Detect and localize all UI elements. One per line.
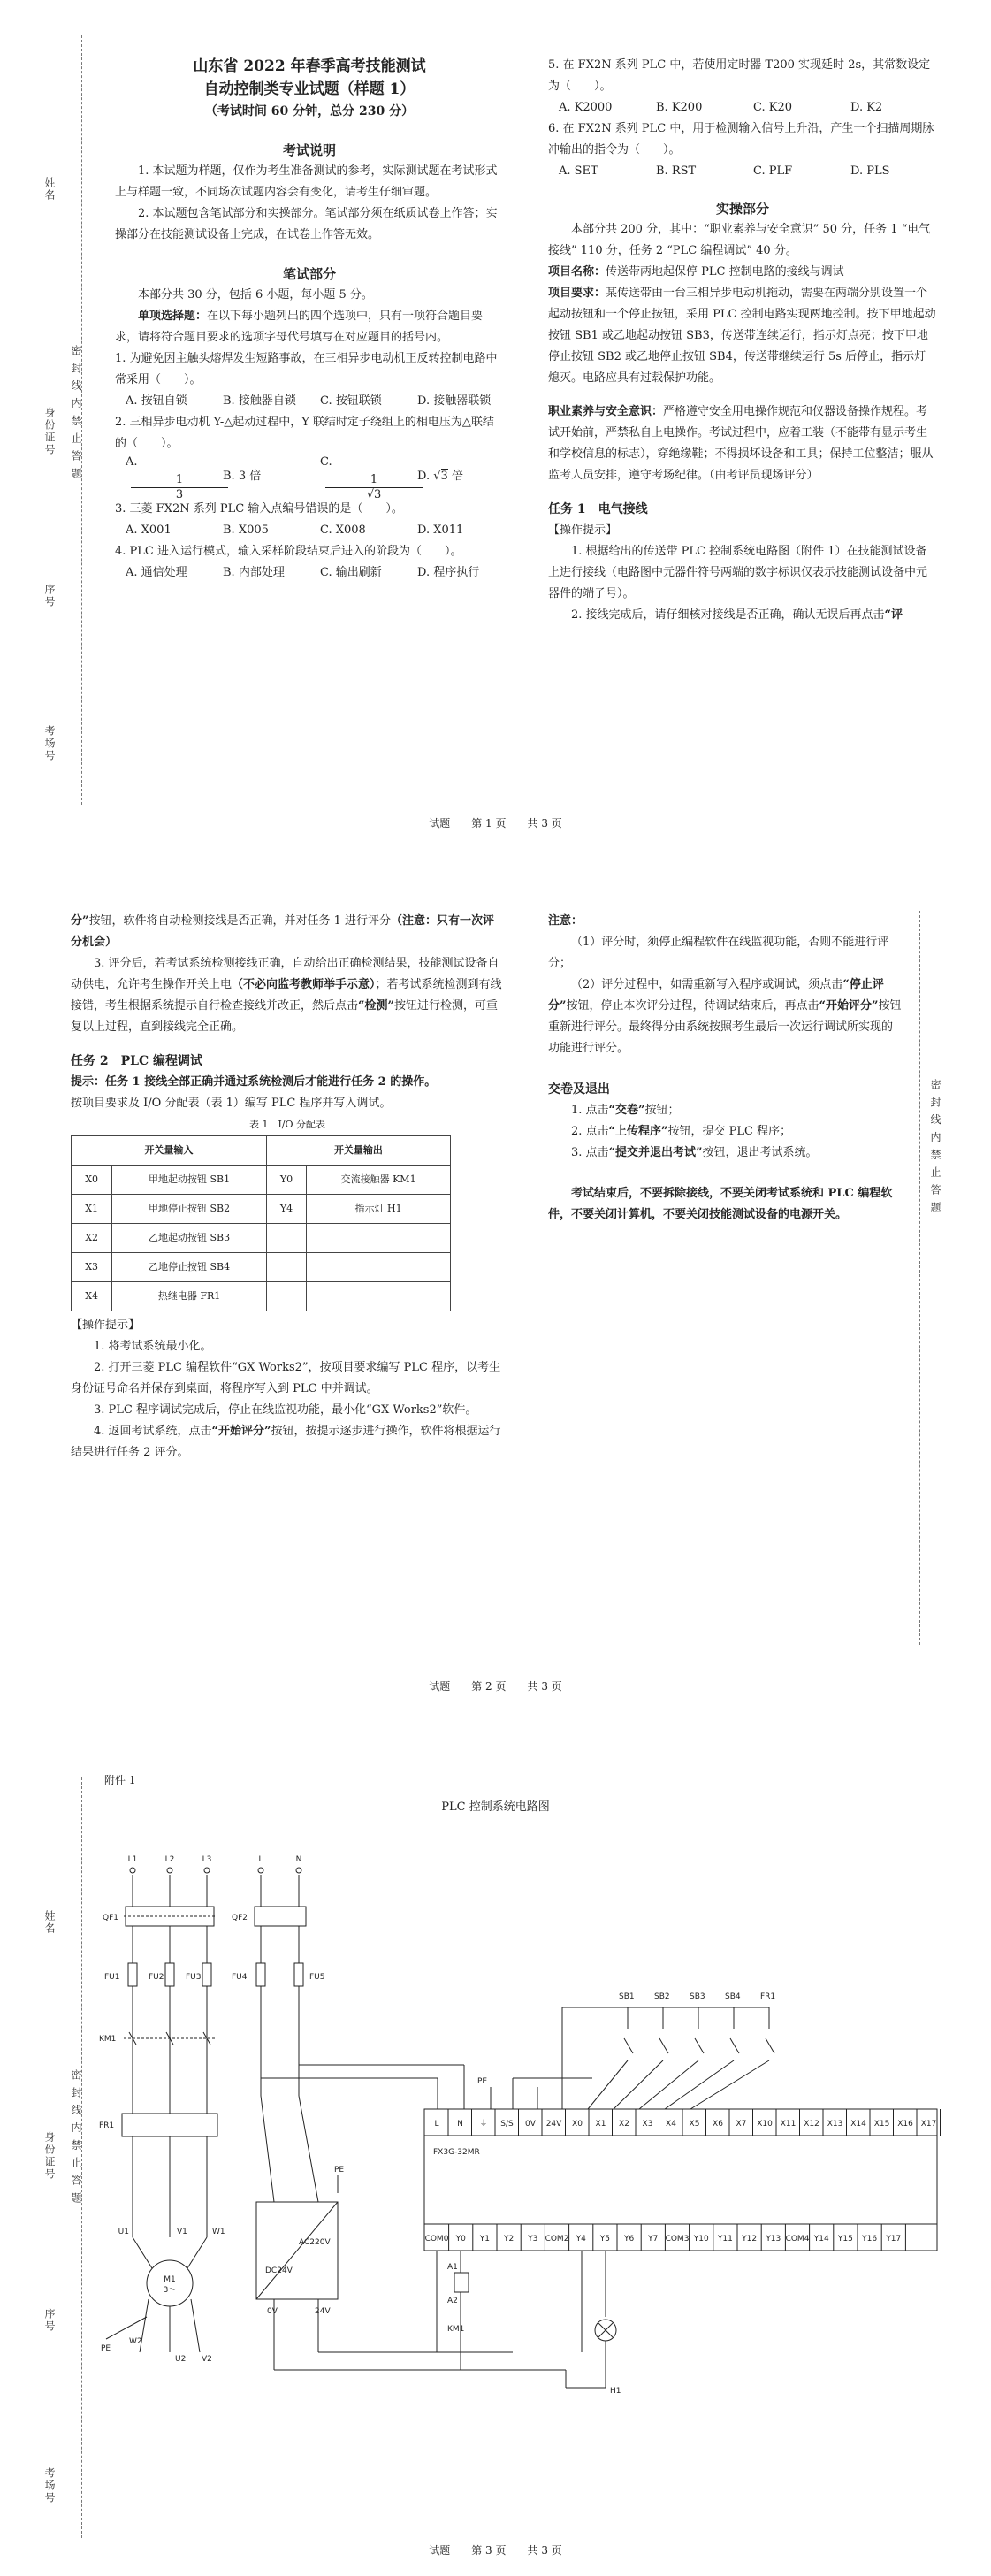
plc-output-terminal: Y16 xyxy=(862,2235,878,2243)
plc-output-terminal: COM3 xyxy=(665,2235,690,2243)
op-tips-label: 【操作提示】 xyxy=(548,524,618,537)
diagram-label-fu2: FU2 xyxy=(149,1973,164,1982)
io-cell: X0 xyxy=(72,1166,112,1195)
plc-output-terminal: Y6 xyxy=(623,2235,635,2243)
task2-intro: 按项目要求及 I/O 分配表（表 1）编写 PLC 程序并写入调试。 xyxy=(71,1097,392,1110)
task2-step-3: 3. PLC 程序调试完成后，停止在线监视功能，最小化“GX Works2”软件。 xyxy=(94,1403,477,1417)
plc-output-terminal: COM4 xyxy=(785,2235,810,2243)
io-table-caption: 表 1 I/O 分配表 xyxy=(248,1119,326,1130)
task1-step-1: 1. 根据给出的传送带 PLC 控制系统电路图（附件 1）在技能测试设备上进行接线（电路图中元器件符号两端的数字标识仅表示技能测试设备中元器件的端子号）。 xyxy=(548,545,928,600)
plc-output-terminal: Y17 xyxy=(886,2235,902,2243)
diagram-label-a1: A1 xyxy=(447,2263,458,2272)
question-6: 6. 在 FX2N 系列 PLC 中，用于检测输入信号上升沿，产生一个扫描周期脉冲输出的指令为（ ）。 xyxy=(548,122,934,157)
diagram-label-m1: M1 xyxy=(164,2275,176,2284)
plc-output-terminal: COM0 xyxy=(424,2235,449,2243)
margin-label-seq: 序号 xyxy=(43,584,56,608)
diagram-label-sb2: SB2 xyxy=(654,1992,670,2001)
plc-input-terminal: X10 xyxy=(757,2120,773,2129)
literacy-safety: 职业素养与安全意识：严格遵守安全用电操作规范和仪器设备操作规程。考试开始前，严禁私自上电操作。考试过程中，应着工装（不能带有显示考生和学校信息的标志），穿绝缘鞋；不得损坏设备和工具；保持工位整洁；服从监考人员安排，遵守考场纪律。（由考评员现场评分） xyxy=(548,405,934,482)
diagram-label-v0: 0V xyxy=(267,2307,278,2316)
page1-left-column xyxy=(115,55,504,584)
question-1-options: A. 按钮自锁 B. 接触器自锁 C. 按钮联锁 D. 接触器联锁 xyxy=(126,394,492,408)
diagram-label-km1: KM1 xyxy=(447,2325,465,2334)
attachment-label: 附件 1 xyxy=(104,1774,136,1786)
diagram-label-w1: W1 xyxy=(212,2228,225,2236)
io-cell: Y4 xyxy=(266,1195,306,1224)
diagram-label-m1b: 3～ xyxy=(163,2286,177,2295)
notice-1: （1）评分时，须停止编程软件在线监视功能，否则不能进行评分； xyxy=(548,936,889,970)
exam-title: 山东省 2022 年春季高考技能测试 xyxy=(193,57,426,75)
diagram-label-fr1: FR1 xyxy=(99,2121,115,2130)
margin-label-name: 姓名 xyxy=(43,1910,56,1935)
page-3 xyxy=(0,1760,991,2576)
plc-input-terminal: X6 xyxy=(713,2120,723,2129)
plc-input-terminal: X1 xyxy=(595,2120,606,2129)
plc-input-terminal: X5 xyxy=(689,2120,700,2129)
notice-2: （2）评分过程中，如需重新写入程序或调试，须点击“停止评分”按钮，停止本次评分过程，待调试结束后，再点击“开始评分”按钮重新进行评分。最终得分由系统按照考生最后一次运行调试所实现的功能进行评分。 xyxy=(548,978,902,1055)
plc-output-terminal: Y10 xyxy=(693,2235,709,2243)
io-cell xyxy=(266,1253,306,1282)
page3-footer: 试题 第 3 页 共 3 页 xyxy=(429,2544,562,2557)
seal-text: 密 封 线 内 禁 止 答 题 xyxy=(70,345,82,480)
table-row xyxy=(72,1166,451,1195)
page2-left-column xyxy=(71,911,504,1464)
plc-input-terminal: X15 xyxy=(873,2120,890,2129)
page2-right-column xyxy=(548,911,902,1226)
question-4: 4. PLC 进入运行模式，输入采样阶段结束后进入的阶段为（ ）。 xyxy=(115,545,462,558)
plc-input-terminal: X16 xyxy=(897,2120,913,2129)
page1-footer: 试题 第 1 页 共 3 页 xyxy=(429,817,562,829)
io-cell: 乙地停止按钮 SB4 xyxy=(112,1253,267,1282)
diagram-label-l1: L1 xyxy=(127,1855,138,1864)
io-cell xyxy=(307,1253,451,1282)
diagram-label-l: L xyxy=(258,1855,263,1864)
question-3-options: A. X001 B. X005 C. X008 D. X011 xyxy=(126,524,464,537)
task2-heading: 任务 2 PLC 编程调试 xyxy=(71,1054,203,1068)
single-choice-instructions: 单项选择题：在以下每小题列出的四个选项中，只有一项符合题目要求，请将符合题目要求的选项字母代号填写在对应题目的括号内。 xyxy=(115,310,484,344)
margin-label-room: 考场号 xyxy=(43,2467,56,2504)
plc-output-terminal: Y11 xyxy=(717,2235,733,2243)
task1-step-2: 2. 接线完成后，请仔细核对接线是否正确，确认无误后再点击“评 xyxy=(571,608,903,622)
plc-input-terminal: N xyxy=(457,2120,463,2129)
io-table xyxy=(71,1135,451,1311)
project-name: 项目名称：传送带两地起保停 PLC 控制电路的接线与调试 xyxy=(548,265,844,279)
plc-input-terminal: 24V xyxy=(545,2120,562,2129)
table-row xyxy=(72,1224,451,1253)
plc-input-terminal: X7 xyxy=(736,2120,747,2129)
exam-notes-heading: 考试说明 xyxy=(282,142,336,158)
page-1 xyxy=(0,0,991,849)
io-cell: Y0 xyxy=(266,1166,306,1195)
io-cell: 指示灯 H1 xyxy=(307,1195,451,1224)
task1-heading: 任务 1 电气接线 xyxy=(548,502,648,516)
task1-step-3: 3. 评分后，若考试系统检测接线正确，自动给出正确检测结果，技能测试设备自动供电，允许考生操作开关上电（不必向监考教师举手示意）；若考试系统检测到有线接错，考生根据系统提示自行检查接线并改正，然后点击“检测”按钮进行检测，可重复以上过程，直到接线完全正确。 xyxy=(71,957,502,1034)
io-cell: 甲地停止按钮 SB2 xyxy=(112,1195,267,1224)
io-cell xyxy=(307,1224,451,1253)
diagram-label-a2: A2 xyxy=(447,2297,458,2305)
project-requirements: 项目要求：某传送带由一台三相异步电动机拖动，需要在两端分别设置一个起动按钮和一个停止按钮，采用 PLC 控制电路实现两地控制。按下甲地起动按钮 SB1 或乙地起动按钮 SB3，传送带连续运行，指示灯点亮；按下甲地停止按钮 SB2 或乙地停止按钮 SB4，传送带继续运行 5s 后停止，指示灯熄灭。电路应具有过载保护功能。 xyxy=(548,287,936,385)
plc-output-terminal: Y14 xyxy=(813,2235,829,2243)
plc-output-terminal: Y12 xyxy=(742,2235,758,2243)
page-2 xyxy=(0,884,991,1733)
plc-circuit-diagram xyxy=(97,1822,946,2511)
question-2-options: A. $\frac{1}{3}$ B. 3 倍 C. $\frac{1}{√3}$ D. √3 倍 xyxy=(126,455,463,501)
plc-output-terminal: Y3 xyxy=(528,2235,538,2243)
io-cell: 热继电器 FR1 xyxy=(112,1282,267,1311)
plc-output-terminal: Y13 xyxy=(766,2235,781,2243)
diagram-label-v2: V2 xyxy=(202,2355,212,2364)
plc-input-terminal: X2 xyxy=(619,2120,629,2129)
seal-line xyxy=(81,35,82,805)
io-head-output: 开关量输出 xyxy=(266,1136,450,1166)
diagram-label-fr1: FR1 xyxy=(760,1992,776,2001)
diagram-label-fu4: FU4 xyxy=(232,1973,248,1982)
plc-input-terminal: X14 xyxy=(850,2120,866,2129)
io-cell: 甲地起动按钮 SB1 xyxy=(112,1166,267,1195)
diagram-label-sb1: SB1 xyxy=(619,1992,635,2001)
practical-intro: 本部分共 200 分，其中：“职业素养与安全意识” 50 分，任务 1 “电气接线” 110 分，任务 2 “PLC 编程调试” 40 分。 xyxy=(548,223,931,257)
seal-line-right xyxy=(919,911,920,1645)
io-head-input: 开关量输入 xyxy=(72,1136,267,1166)
plc-input-terminal: 0V xyxy=(525,2120,536,2129)
diagram-label-plc_model: FX3G-32MR xyxy=(433,2148,480,2157)
seal-line xyxy=(81,1777,82,2538)
diagram-label-km1: KM1 xyxy=(99,2035,117,2044)
diagram-label-pe: PE xyxy=(101,2344,111,2353)
margin-label-seq: 序号 xyxy=(43,2308,56,2333)
submit-step-1: 1. 点击“交卷”按钮； xyxy=(571,1104,680,1117)
plc-input-terminal: X3 xyxy=(642,2120,653,2129)
task2-step-4: 4. 返回考试系统，点击“开始评分”按钮，按提示逐步进行操作，软件将根据运行结果进行任务 2 评分。 xyxy=(71,1425,501,1459)
io-cell: X3 xyxy=(72,1253,112,1282)
seal-text-right: 密 封 线 内 禁 止 答 题 xyxy=(929,1079,941,1214)
question-5-options: A. K2000 B. K200 C. K20 D. K2 xyxy=(559,101,883,114)
page1-right-column xyxy=(548,55,937,626)
diagram-label-l2: L2 xyxy=(164,1855,175,1864)
diagram-label-sb4: SB4 xyxy=(725,1992,741,2001)
plc-input-terminal: L xyxy=(434,2120,439,2129)
diagram-label-fu1: FU1 xyxy=(104,1973,120,1982)
diagram-label-qf1: QF1 xyxy=(103,1914,118,1922)
notice-heading: 注意： xyxy=(548,914,583,928)
task2-step-2: 2. 打开三菱 PLC 编程软件“GX Works2”，按项目要求编写 PLC 程序，以考生身份证号命名并保存到桌面，将程序写入到 PLC 中并调试。 xyxy=(71,1361,501,1395)
submit-heading: 交卷及退出 xyxy=(548,1082,610,1097)
plc-input-terminal: S/S xyxy=(500,2120,514,2129)
io-cell xyxy=(266,1224,306,1253)
diagram-label-fu5: FU5 xyxy=(309,1973,325,1982)
task1-step-2-cont: 分”按钮，软件将自动检测接线是否正确，并对任务 1 进行评分（注意：只有一次评分机会） xyxy=(71,914,495,949)
task2-step-1: 1. 将考试系统最小化。 xyxy=(94,1340,212,1353)
margin-label-name: 姓名 xyxy=(43,177,56,202)
op-tips-label: 【操作提示】 xyxy=(71,1319,141,1332)
question-4-options: A. 通信处理 B. 内部处理 C. 输出刷新 D. 程序执行 xyxy=(126,566,480,579)
plc-output-terminal: Y5 xyxy=(599,2235,611,2243)
diagram-label-pe: PE xyxy=(334,2166,345,2175)
diagram-label-w2: W2 xyxy=(129,2337,142,2346)
table-row xyxy=(72,1195,451,1224)
io-cell: X2 xyxy=(72,1224,112,1253)
io-cell: X1 xyxy=(72,1195,112,1224)
practical-heading: 实操部分 xyxy=(715,201,769,217)
plc-output-terminal: COM2 xyxy=(545,2235,569,2243)
diagram-label-u2: U2 xyxy=(175,2355,187,2364)
exam-note-2: 2. 本试题包含笔试部分和实操部分。笔试部分须在纸质试卷上作答；实操部分在技能测试设备上完成，在试卷上作答无效。 xyxy=(115,207,498,241)
plc-input-terminal: X11 xyxy=(780,2120,797,2129)
table-row xyxy=(72,1282,451,1311)
margin-label-id: 身份证号 xyxy=(43,2131,56,2181)
plc-input-terminal: X17 xyxy=(920,2120,937,2129)
plc-output-terminal: Y4 xyxy=(576,2235,586,2243)
written-intro: 本部分共 30 分，包括 6 小题，每小题 5 分。 xyxy=(138,288,373,302)
question-2: 2. 三相异步电动机 Y-△起动过程中，Y 联结时定子绕组上的相电压为△联结的（ ）。 xyxy=(115,416,494,450)
diagram-label-v1: V1 xyxy=(177,2228,187,2236)
diagram-label-fu3: FU3 xyxy=(186,1973,202,1982)
question-1: 1. 为避免因主触头熔焊发生短路事故，在三相异步电动机正反转控制电路中常采用（ ）。 xyxy=(115,352,498,386)
diagram-label-n: N xyxy=(295,1855,302,1864)
final-note: 考试结束后，不要拆除接线，不要关闭考试系统和 PLC 编程软件，不要关闭计算机，不要关闭技能测试设备的电源开关。 xyxy=(548,1187,893,1221)
table-row xyxy=(72,1253,451,1282)
submit-step-3: 3. 点击“提交并退出考试”按钮，退出考试系统。 xyxy=(571,1146,818,1159)
io-cell: 乙地起动按钮 SB3 xyxy=(112,1224,267,1253)
io-cell xyxy=(266,1282,306,1311)
seal-text: 密 封 线 内 禁 止 答 题 xyxy=(70,2069,82,2205)
written-heading: 笔试部分 xyxy=(282,266,336,282)
plc-input-terminal: X13 xyxy=(827,2120,843,2129)
page2-footer: 试题 第 2 页 共 3 页 xyxy=(429,1680,562,1693)
io-cell: X4 xyxy=(72,1282,112,1311)
plc-input-terminal: X12 xyxy=(804,2120,819,2129)
plc-output-terminal: Y2 xyxy=(503,2235,515,2243)
io-table-header xyxy=(72,1136,451,1166)
task2-hint: 提示：任务 1 接线全部正确并通过系统检测后才能进行任务 2 的操作。 xyxy=(71,1075,437,1089)
margin-label-id: 身份证号 xyxy=(43,407,56,456)
plc-output-terminal: Y0 xyxy=(455,2235,466,2243)
plc-input-terminal: ⏚ xyxy=(479,2120,488,2129)
diagram-label-h1: H1 xyxy=(610,2387,621,2396)
exam-time: （考试时间 60 分钟，总分 230 分） xyxy=(204,104,415,118)
diagram-label-l3: L3 xyxy=(202,1855,212,1864)
diagram-label-qf2: QF2 xyxy=(232,1914,248,1922)
diagram-label-u1: U1 xyxy=(118,2228,129,2236)
diagram-label-dc24v: DC24V xyxy=(265,2266,293,2275)
question-6-options: A. SET B. RST C. PLF D. PLS xyxy=(559,164,890,178)
question-3: 3. 三菱 FX2N 系列 PLC 输入点编号错误的是（ ）。 xyxy=(115,502,403,516)
plc-input-terminal: X4 xyxy=(666,2120,676,2129)
plc-output-terminal: Y15 xyxy=(837,2235,853,2243)
io-cell xyxy=(307,1282,451,1311)
exam-note-1: 1. 本试题为样题，仅作为考生准备测试的参考，实际测试题在考试形式上与样题一致，不同场次试题内容会有变化，请考生仔细审题。 xyxy=(115,164,498,199)
margin-label-room: 考场号 xyxy=(43,725,56,762)
io-cell: 交流接触器 KM1 xyxy=(307,1166,451,1195)
question-5: 5. 在 FX2N 系列 PLC 中，若使用定时器 T200 实现延时 2s，其常数设定为（ ）。 xyxy=(548,58,931,93)
plc-output-terminal: Y1 xyxy=(479,2235,491,2243)
plc-input-terminal: X0 xyxy=(572,2120,583,2129)
diagram-label-ac220v: AC220V xyxy=(299,2238,331,2247)
diagram-label-sb3: SB3 xyxy=(690,1992,705,2001)
diagram-label-pe: PE xyxy=(477,2077,488,2086)
diagram-title: PLC 控制系统电路图 xyxy=(441,1800,550,1814)
submit-step-2: 2. 点击“上传程序”按钮，提交 PLC 程序； xyxy=(571,1125,792,1138)
exam-subtitle: 自动控制类专业试题（样题 1） xyxy=(203,80,415,98)
plc-output-terminal: Y7 xyxy=(648,2235,659,2243)
diagram-label-v24: 24V xyxy=(315,2307,331,2316)
